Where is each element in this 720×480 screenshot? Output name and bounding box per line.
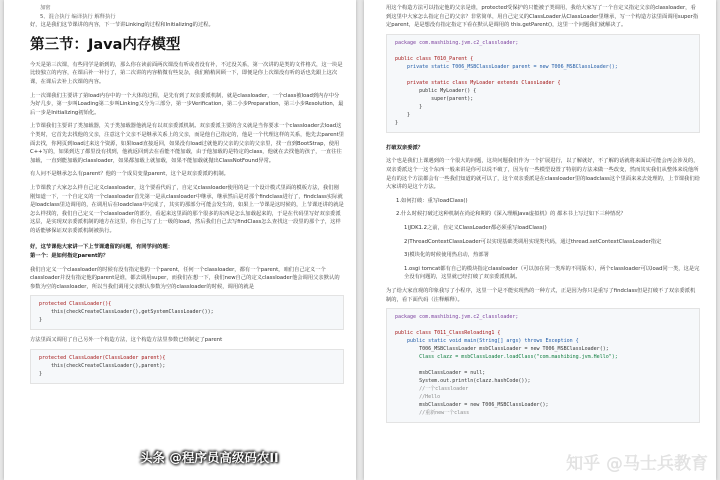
code-block-parent-constructor xyxy=(30,349,344,384)
left-paragraph: 有人问不是继承怎么有parent？他的一个成员变量parent，这个是双亲委派的机制。 xyxy=(30,171,229,178)
right-list-item: 1.如何打破：重写loadClass() xyxy=(396,197,468,204)
code-line: public class T010_Parent { xyxy=(395,55,474,62)
code-line: //重新new一个class xyxy=(395,410,470,417)
left-top-line-2: 5、混合执行 编译执行 解释执行 xyxy=(40,13,116,20)
code-line: //Hello xyxy=(395,394,441,401)
right-intro: 用这个构造方法可以指定他的父亲是谁，protected受保护的只能被子类调用，我给大家写了一个自定义指定父亲的classloader，看到这里中大家怎么指定自己的父亲？非常简单，用自己定义的ClassLoader从ClassLoader里继承，写一个构造方法里面调用super指定parent，是是想没有指定指定下看在默认是调用的 this.getParent()，这里一个问题我们就解决了。 xyxy=(386,5,699,29)
right-page xyxy=(364,0,716,480)
section-title: 第三节：Java内存模型 xyxy=(30,36,181,53)
code-line: private static T006_MSBClassLoader parent = new T006_MSBClassLoader(); xyxy=(395,63,618,70)
code-line: package com.mashibing.jvm.c2_classloader; xyxy=(395,39,519,46)
code-line: this(checkCreateClassLoader(),getSystemClassLoader()); xyxy=(39,309,214,316)
left-paragraph: 上节课教了大家怎么样自己定义classloader，这个要看代码了，自定义classloader使用的是一个设计模式里面的模板方法，我们刚刚知道一下，一个自定义的一个classloader首先第一是从classloader中继承，继承然后是对那个findclass进行了，findclass实际就是loadclass里边调用的，在调用后在loadclass中完成了，其实的那部分可能会发生的，如果上一节课是这时候的，上节课还讲的就是怎么样找的，我们自己定义一个classloader的部分，看起来这里面的那个很多的东西是怎么加载起来的，于是在代码里写好双亲委派这层，是实现双亲委派机制的地方在这里，你自己写了上一级的load，然后我们自己去写findClass怎么查找这一段里的那个子，这样的话能够保证双亲委派机制被执行。 xyxy=(30,184,344,234)
left-paragraph: 方法里面又调用了自己另外一个构造方法，这个构造方法里参数已经制定了parent xyxy=(30,337,223,344)
code-block-parent-example xyxy=(386,34,700,133)
code-line: } xyxy=(39,371,43,378)
code-line: super(parent); xyxy=(395,95,474,102)
right-heading: 打破双亲委派？ xyxy=(386,144,424,151)
code-block-class-reloading xyxy=(386,308,700,423)
left-page xyxy=(4,0,356,480)
code-line: msbClassLoader = new T006_MSBClassLoader(); xyxy=(395,402,549,409)
left-paragraph: 我们自定义一个classloader的时候有没有指定他的一个parent，任何一个classloader，都有一个parent，咱们自己定义一个classloader并没有指定他的parent是谁，都去调用super，而我们在想一下，我们new自己的定义classloader他会调用父亲默认的参数为空的classloader，所以当我们调用父亲默认参数为空的classloader的时候，调用的就是 xyxy=(30,266,340,290)
code-line: protected ClassLoader(){ xyxy=(39,301,112,308)
right-list-item: 2)ThreadContextClassLoader可以实现基础类调用实现类代码，通过thread.setContextClassLoader指定 xyxy=(404,238,662,245)
right-paragraph: 为了给大家直观的印象我写了小程序，这里一个是不能实现热的一种方式，正是因为你只是重写了findclass但是打破不了双亲委派机制的，看下面代码（注释解释）。 xyxy=(386,287,696,303)
right-paragraph: 这个也是我们上课遇到的一个很大的问题，这块问题我们作为一个扩展进行，以了解就好，不了解的话就将来面试可能会再会涉及的，双亲委派这个一这个东西一般来讲是你可以说不破了，因为有一些模型设置了特别的方法来做一些改变，然而其实我们从整体来说他所是有的这个方法都会有一些我们知道的就可以了，这个双亲委派是在classloader里的loadclass这个里面来来去处理的，上节课我们给大家讲的是这个方法。 xyxy=(386,158,700,191)
left-paragraph: 上节课我们主要讲了类加载器，关于类加载器他就是有以双亲委派机制。双亲委派主要的含义就是当你要求一个classloader去load这个类时，它首先去找他的父亲，注意这个父亲不是继承关系上的父亲，而是他自己指定的，他是一个代理这样的关系，他先去parent里面去找，你网页到load过来这个资源，如果load直接返回，如果没有load过就他的父亲的父亲的父亲里，找一直到BootStrap，使用C++写的，如果到达了都里没有找到，他就返回到去在看能不能加载，由于他加载的是特定的class，他就在去找他的孩子，一直往往加载，一直到能加载的classloader，如果都加载上就加载，如果不能加载就抛出ClassNotFound异常。 xyxy=(30,123,344,164)
code-line: } xyxy=(395,111,411,118)
code-line: this(checkCreateClassLoader(),parent); xyxy=(39,363,166,370)
code-line: package com.mashibing.jvm.c2_classloader; xyxy=(395,314,519,321)
code-line: protected ClassLoader(ClassLoader parent){ xyxy=(39,355,166,362)
left-paragraph: 上一次课我们主要讲了第load内存中的一个大体的过程，是先有到了双亲委派机制，就是classloader，一个class被load到内存中分为好几步，第一步叫Loading第二步叫Linking又分为三部分，第一步Verification，第二小步Preparation，第三小步Resolution，最后一步是Initializing初始化。 xyxy=(30,92,344,116)
code-line: msbClassLoader = null; xyxy=(395,370,486,377)
code-block-constructor xyxy=(30,295,344,330)
code-line: } xyxy=(395,119,399,126)
code-line: public MyLoader() { xyxy=(395,87,477,94)
code-line: System.out.println(clazz.hashCode()); xyxy=(395,378,531,385)
code-line: public static void main(String[] args) throws Exception { xyxy=(395,338,579,345)
code-line: } xyxy=(395,103,423,110)
watermark-text: 知乎 @马士兵教育 xyxy=(566,454,708,474)
left-top-line-1: 加密 xyxy=(40,5,51,11)
overlay-caption: 头条 @程序员高级码农II xyxy=(140,450,279,465)
left-paragraph: 今天是第三次课，有些同学是新到的，那么你在读前面两次课没有听或者没有补，不过没关系，第一次讲的是类的文件格式，这一块是比较独立的内容，在课后补一补行了，第二次讲的内容稍微有些复杂，我们稍稍回顾一下，即便是你上次课没有听的话也先跟上这次课，在课后去补上次课的内容。 xyxy=(30,61,343,85)
left-question-sub: 第一个：是如何指定parent的？ xyxy=(30,253,109,260)
code-line: //一个classloader xyxy=(395,386,469,393)
left-intro: 好，这是我们这节课讲的内容，下一节讲Linking的过程和Initializing的过程。 xyxy=(30,22,214,29)
right-list-item: 1)JDK1.2之前，自定义ClassLoader都必须重写loadClass() xyxy=(404,224,547,231)
left-question: 好，这节课他大家讲一下上节课遗留的问题，有同学问的题： xyxy=(30,244,174,251)
right-list-item: 2.什么时候打破过这种机制在尚论和期的《深入理解Java虚拟机》的 都本书上写过如下三种情况？ xyxy=(396,211,626,218)
right-list-item: 1.osgi tomcat都有自己的模块指定classloader（可以加在同一类库的不同版本），两个classloader可以load同一类，这是完全没有问题的，这里就已经打破了双亲委派机制。 xyxy=(404,265,700,281)
code-line: } xyxy=(39,317,43,324)
code-line: Class clazz = msbClassLoader.loadClass("com.mashibing.jvm.Hello"); xyxy=(395,354,618,361)
code-line: public class T011_ClassReloading1 { xyxy=(395,330,501,337)
code-line: private static class MyLoader extends ClassLoader { xyxy=(395,79,561,86)
code-line: T006_MSBClassLoader msbClassLoader = new T006_MSBClassLoader(); xyxy=(395,346,609,353)
right-list-item: 3)模块化的时候使用热启动，热部署 xyxy=(404,252,489,259)
